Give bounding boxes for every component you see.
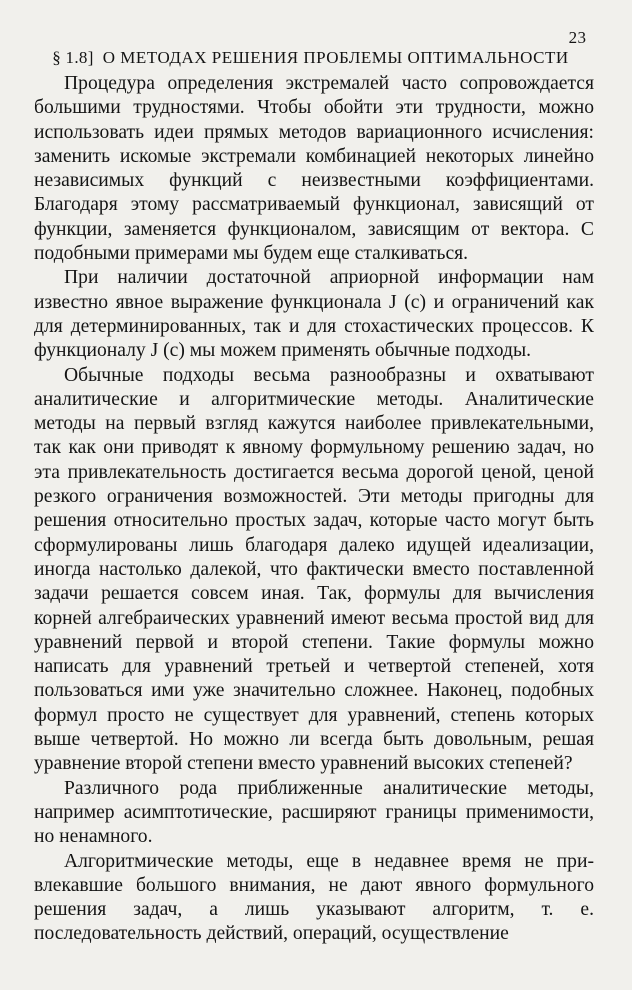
paragraph-3: Обычные подходы весьма разнообразны и охватывают аналитические и алгоритмические методы. Аналитические методы на первый взгляд кажутся наиболее привлекательными, так как они приводят к явному формульному решению задач, но эта привлекательность достигается весьма дорогой ценой, ценой резкого ограничения возможностей. Эти методы пригодны для решения относительно простых задач, которые часто могут быть сформулированы лишь благодаря далеко идущей идеализации, иногда настолько далекой, что фактически вместо поставленной задачи решается совсем иная. Так, формулы для вычисления корней алгебраических уравнений имеют весьма простой вид для уравнений первой и второй степени. Такие формулы можно написать для уравнений третьей и четвертой степеней, хотя пользоваться ими уже значительно сложнее. Наконец, подобных формул просто не существует для уравнений, степень которых выше четвертой. Но можно ли всегда быть довольным, решая уравнение второй степени вместо уравнений высоких степеней? (34, 364, 594, 775)
paragraph-1: Процедура определения экстремалей часто сопровождается большими трудностями. Чтобы обойти эти трудности, можно использовать идеи прямых методов вариационного исчисления: заменить искомые экстремали комбинацией некоторых линейно независимых функций с неизвестными коэффициентами. Благодаря этому рассматриваемый функционал, зависящий от функции, заменяется функционалом, зависящим от вектора. С подобными примерами мы будем еще сталкиваться. (34, 73, 594, 265)
paragraph-4: Различного рода приближенные аналитические методы, например асимптотические, расширяют границы применимости, но ненамного. (34, 777, 594, 848)
running-header (34, 28, 587, 67)
paragraph-2: При наличии достаточной априорной информации нам известно явное выражение функционала J (c) и ограничений как для детерминированных, так и для стохастических процессов. К функционалу J (c) мы можем применять обычные подходы. (34, 267, 594, 362)
section-marker: § 1.8] О МЕТОДАХ РЕШЕНИЯ ПРОБЛЕМЫ ОПТИМАЛЬНОСТИ (52, 48, 569, 67)
chapter-title: О МЕТОДАХ РЕШЕНИЯ ПРОБЛЕМЫ ОПТИМАЛЬНОСТИ (102, 48, 569, 67)
paragraph-5: Алгоритмические методы, еще в недавнее время не привлекавшие большого внимания, не дают явного формульного решения задач, а лишь указывают алгоритм, т. е. последовательность действий, операций, осуществление (34, 850, 594, 945)
page-number: 23 (568, 28, 587, 47)
body-text (34, 72, 594, 947)
